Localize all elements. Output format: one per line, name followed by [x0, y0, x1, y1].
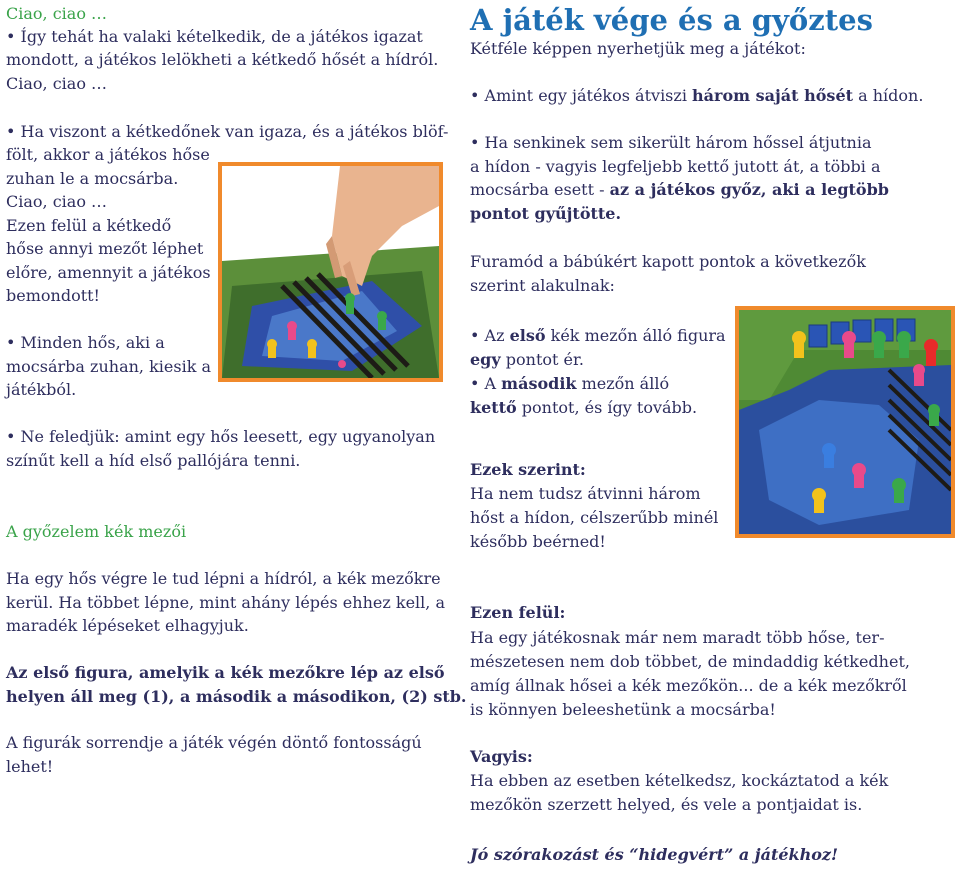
rule-text: játékból. [6, 380, 77, 399]
text-span: A [484, 374, 502, 393]
text-span: kék mezőn álló figura [545, 326, 726, 345]
text-span: Az [484, 326, 510, 345]
rule-text: mészetesen nem dob többet, de mindaddig kétkedhet, [470, 652, 910, 671]
rule-text: • Így tehát ha valaki kételkedik, de a játékos igazat [6, 25, 423, 48]
rule-text: • Ne feledjük: amint egy hős leesett, egy ugyanolyan [6, 425, 435, 448]
closing-line: Jó szórakozást és “hidegvért” a játékhoz! [470, 845, 839, 864]
text-bold: második [501, 374, 577, 393]
rule-text: mocsárba zuhan, kiesik a [6, 357, 212, 376]
rule-text: színűt kell a híd első pallójára tenni. [6, 451, 301, 470]
rule-text: amíg állnak hősei a kék mezőkön... de a kék mezőkről [470, 676, 907, 695]
rule-text: bemondott! [6, 286, 100, 305]
point-rule-2 [470, 372, 669, 395]
page-title: A játék vége és a győztes [470, 3, 873, 37]
text-span: pontot ér. [500, 350, 584, 369]
win-condition-2: • Ha senkinek sem sikerült három hőssel átjutnia [470, 131, 872, 154]
rule-text: szerint alakulnak: [470, 276, 615, 295]
rule-text: hőst a hídon, célszerűbb minél [470, 508, 719, 527]
rule-text: fölt, akkor a játékos hőse [6, 145, 210, 164]
advice-heading: Ezek szerint: [470, 460, 586, 479]
rule-text: zuhan le a mocsárba. [6, 169, 179, 188]
ciao-line: Ciao, ciao … [6, 74, 108, 93]
rule-text: a hídon - vagyis legfeljebb kettő jutott át, a többi a [470, 157, 881, 176]
photo-game-board-blue-fields [735, 306, 955, 538]
extra-heading: Ezen felül: [470, 603, 566, 622]
rule-text [470, 178, 889, 201]
section-heading: A győzelem kék mezői [6, 522, 187, 541]
rule-text: is könnyen beleeshetünk a mocsárba! [470, 700, 776, 719]
point-rule-2-cont [470, 396, 697, 419]
rule-text: Ha egy játékosnak már nem maradt több hőse, ter- [470, 628, 885, 647]
rule-text: előre, amennyit a játékos [6, 263, 211, 282]
rule-text: mezőkön szerzett helyed, és vele a pontjaidat is. [470, 795, 863, 814]
text-bold: egy [470, 350, 501, 369]
text-bold: három saját hősét [692, 86, 854, 105]
rule-text: pontot gyűjtötte. [470, 204, 622, 223]
rule-text: mondott, a játékos lelökheti a kétkedő hősét a hídról. [6, 50, 439, 69]
so-heading: Vagyis: [470, 747, 533, 766]
rule-text: • Ha viszont a kétkedőnek van igaza, és a játékos blöf- [6, 120, 448, 143]
text-span: mocsárba esett - [470, 180, 610, 199]
text-bold: első [509, 326, 546, 345]
text-bold: kettő [470, 398, 517, 417]
win-condition-1 [470, 84, 923, 107]
rule-text: hőse annyi mezőt léphet [6, 239, 204, 258]
rule-text: Ezen felül a kétkedő [6, 216, 172, 235]
rule-text: A figurák sorrendje a játék végén döntő fontosságú [6, 733, 422, 752]
rule-text: kerül. Ha többet lépne, mint ahány lépés ehhez kell, a [6, 593, 445, 612]
subtitle: Kétféle képpen nyerhetjük meg a játékot: [470, 39, 806, 58]
rule-emphasis: helyen áll meg (1), a második a másodikon, (2) stb. [6, 687, 467, 706]
rule-text: • Minden hős, aki a [6, 331, 165, 354]
point-rule-1 [470, 324, 726, 347]
photo-hand-moving-game-piece [218, 162, 443, 382]
rule-text: Furamód a bábúkért kapott pontok a következők [470, 252, 866, 271]
rule-text: maradék lépéseket elhagyjuk. [6, 616, 249, 635]
rule-text: lehet! [6, 757, 54, 776]
point-rule-1-cont [470, 348, 584, 371]
rule-text: később beérned! [470, 532, 606, 551]
text-span: Amint egy játékos átviszi [484, 86, 693, 105]
rule-text: Ha ebben az esetben kételkedsz, kockáztatod a kék [470, 771, 889, 790]
text-span: pontot, és így tovább. [516, 398, 698, 417]
ciao-line: Ciao, ciao … [6, 4, 108, 23]
rule-emphasis: Az első figura, amelyik a kék mezőkre lép az első [6, 663, 445, 682]
text-bold: az a játékos győz, aki a legtöbb [609, 180, 889, 199]
ciao-line: Ciao, ciao … [6, 192, 108, 211]
text-span: mezőn álló [576, 374, 670, 393]
rule-text: Ha nem tudsz átvinni három [470, 484, 701, 503]
rule-text: Ha egy hős végre le tud lépni a hídról, a kék mezőkre [6, 569, 441, 588]
text-span: a hídon. [853, 86, 924, 105]
